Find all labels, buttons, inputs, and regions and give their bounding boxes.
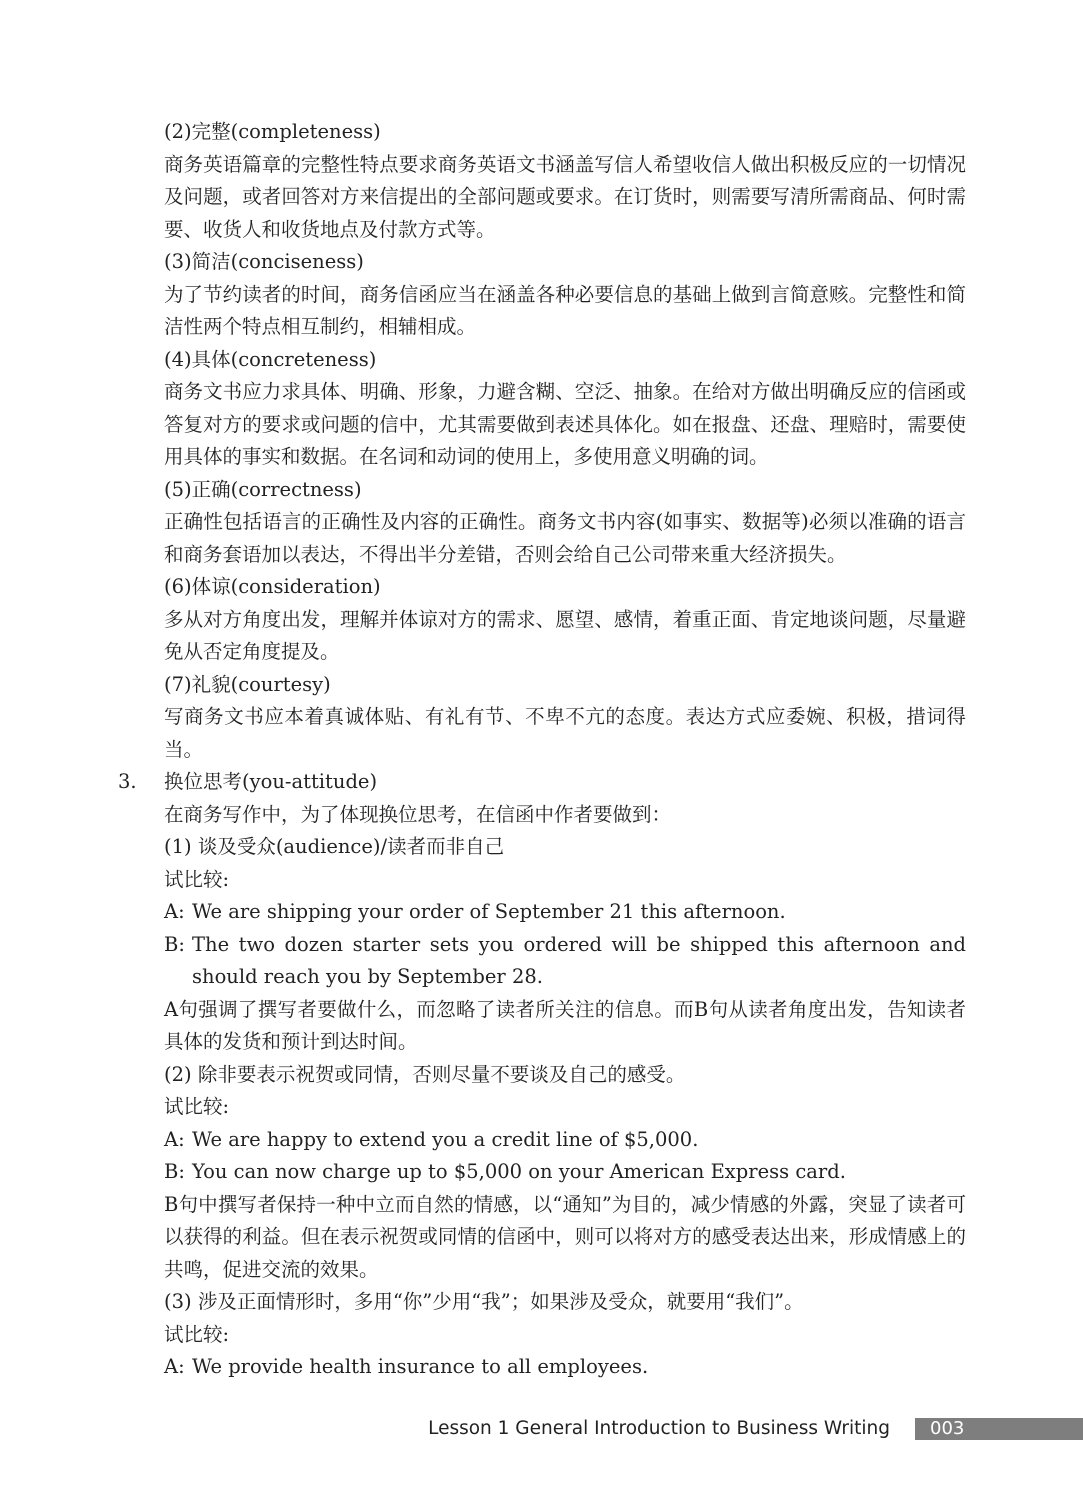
sentence-a-label: A: [164, 1355, 185, 1378]
item-heading-conciseness: (3)简洁(conciseness) [164, 250, 364, 273]
section-title: 换位思考(you-attitude) [164, 770, 378, 793]
section-heading-you-attitude [118, 766, 966, 799]
sentence-a-text: We are shipping your order of September 21 this afternoon. [192, 900, 786, 923]
point1-compare-label: 试比较: [164, 867, 230, 891]
point3-compare-label: 试比较: [164, 1322, 230, 1346]
item-text-courtesy: 写商务文书应本着真诚体贴、有礼有节、不卑不亢的态度。表达方式应委婉、积极，措词得当。 [164, 705, 966, 761]
sentence-a-label: A: [164, 900, 185, 923]
point3-sentence-a [164, 1351, 966, 1384]
point3-heading: (3) 涉及正面情形时，多用“你”少用“我”；如果涉及受众，就要用“我们”。 [164, 1290, 804, 1313]
point1-sentence-a [164, 896, 966, 929]
point2-sentence-b [164, 1156, 966, 1189]
sentence-a-label: A: [164, 1127, 185, 1151]
section-number: 3. [118, 770, 137, 793]
page-number-bar [915, 1418, 1083, 1440]
sentence-b-label: B: [164, 1160, 185, 1183]
point1-heading: (1) 谈及受众(audience)/读者而非自己 [164, 835, 505, 858]
running-footer-title: Lesson 1 General Introduction to Business Writing [428, 1418, 890, 1439]
page-number: 003 [930, 1418, 965, 1439]
item-heading-courtesy: (7)礼貌(courtesy) [164, 672, 331, 696]
sentence-b-text: The two dozen starter sets you ordered will be shipped this afternoon and should reach you by September 28. [192, 932, 966, 988]
item-text-consideration: 多从对方角度出发，理解并体谅对方的需求、愿望、感情，着重正面、肯定地谈问题，尽量避免从否定角度提及。 [164, 607, 966, 663]
item-heading-completeness: (2)完整(completeness) [164, 120, 381, 143]
page-footer [0, 1416, 1083, 1442]
item-heading-consideration: (6)体谅(consideration) [164, 575, 381, 598]
point1-comment: A句强调了撰写者要做什么，而忽略了读者所关注的信息。而B句从读者角度出发，告知读者具体的发货和预计到达时间。 [164, 997, 966, 1053]
item-text-conciseness: 为了节约读者的时间，商务信函应当在涵盖各种必要信息的基础上做到言简意赅。完整性和简洁性两个特点相互制约，相辅相成。 [164, 282, 966, 338]
point2-comment: B句中撰写者保持一种中立而自然的情感，以“通知”为目的，减少情感的外露，突显了读者可以获得的利益。但在表示祝贺或同情的信函中，则可以将对方的感受表达出来，形成情感上的共鸣，促进交流的效果。 [164, 1192, 966, 1281]
point2-compare-label: 试比较: [164, 1095, 230, 1118]
sentence-a-text: We are happy to extend you a credit line of $5,000. [192, 1127, 699, 1151]
sentence-a-text: We provide health insurance to all employees. [192, 1355, 649, 1378]
sentence-b-text: You can now charge up to $5,000 on your American Express card. [192, 1160, 846, 1183]
point2-heading: (2) 除非要表示祝贺或同情，否则尽量不要谈及自己的感受。 [164, 1062, 686, 1086]
item-heading-correctness: (5)正确(correctness) [164, 477, 362, 501]
item-text-correctness: 正确性包括语言的正确性及内容的正确性。商务文书内容(如事实、数据等)必须以准确的语言和商务套语加以表达，不得出半分差错，否则会给自己公司带来重大经济损失。 [164, 510, 966, 566]
point2-sentence-a [164, 1124, 966, 1157]
item-text-concreteness: 商务文书应力求具体、明确、形象，力避含糊、空泛、抽象。在给对方做出明确反应的信函或答复对方的要求或问题的信中，尤其需要做到表述具体化。如在报盘、还盘、理赔时，需要使用具体的事实和数据。在名词和动词的使用上，多使用意义明确的词。 [164, 380, 966, 468]
sentence-b-label: B: [164, 932, 185, 956]
item-text-completeness: 商务英语篇章的完整性特点要求商务英语文书涵盖写信人希望收信人做出积极反应的一切情况及问题，或者回答对方来信提出的全部问题或要求。在订货时，则需要写清所需商品、何时需要、收货人和收货地点及付款方式等。 [164, 152, 966, 241]
section-intro: 在商务写作中，为了体现换位思考，在信函中作者要做到： [164, 802, 672, 826]
point1-sentence-b [164, 929, 966, 994]
item-heading-concreteness: (4)具体(concreteness) [164, 347, 377, 371]
page-body [118, 116, 966, 1384]
